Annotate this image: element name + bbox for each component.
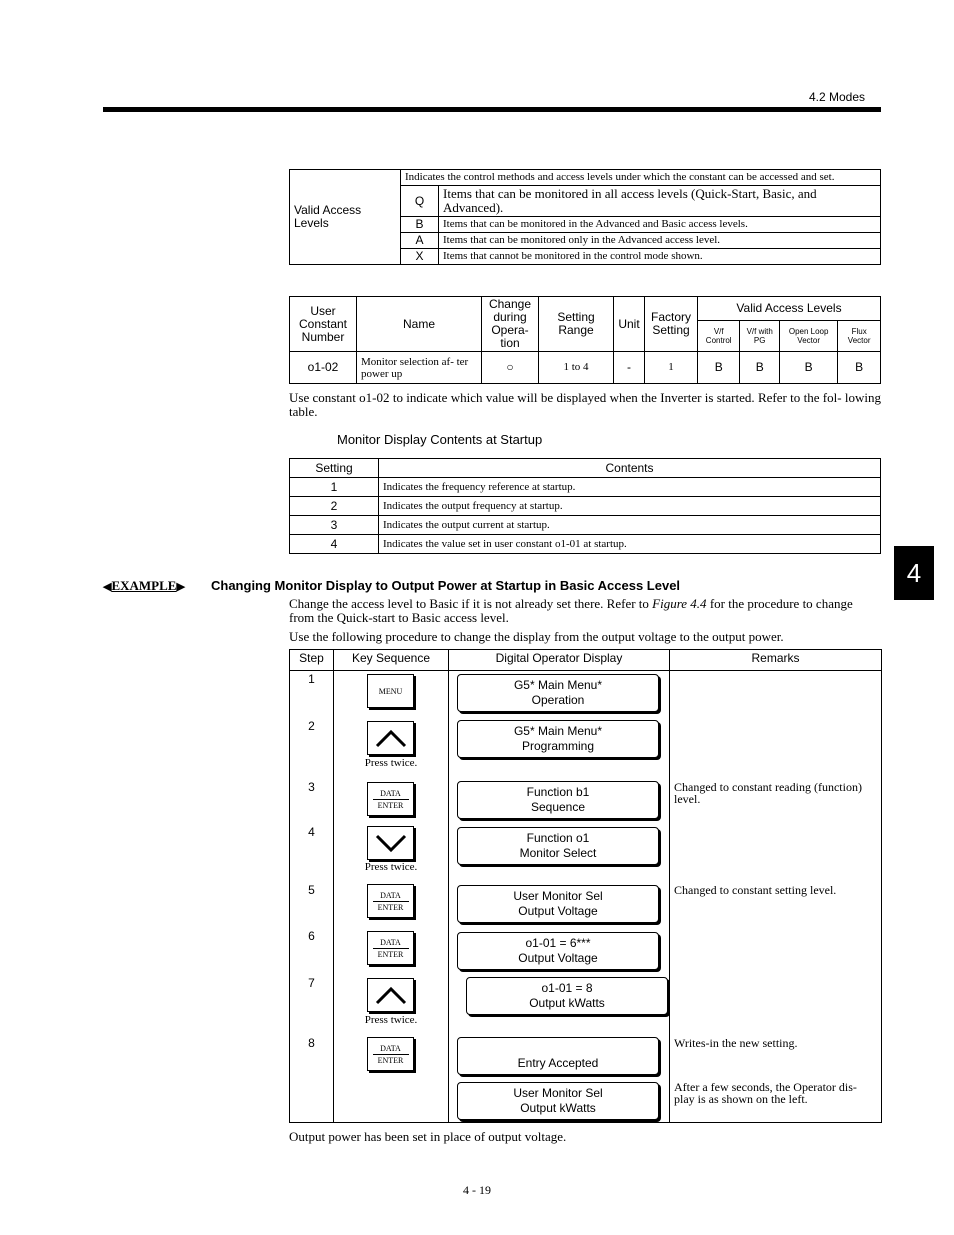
legend-label: Valid Access Levels bbox=[290, 170, 401, 265]
press-twice-note: Press twice. bbox=[364, 757, 418, 769]
left-triangle-icon: ◀ bbox=[103, 580, 112, 593]
display-line-2: Programming bbox=[521, 739, 595, 753]
step-number: 4 bbox=[308, 825, 315, 839]
setting-contents: Indicates the output current at startup. bbox=[379, 516, 881, 535]
header-remarks: Remarks bbox=[751, 651, 800, 665]
operator-display bbox=[457, 1082, 659, 1120]
operator-display bbox=[457, 781, 659, 819]
display-line-2: Output Voltage bbox=[518, 904, 598, 918]
display-line-1: o1-01 = 8 bbox=[541, 981, 593, 995]
remark-final: After a few seconds, the Operator dis- play is as shown on the left. bbox=[674, 1080, 857, 1106]
data-enter-key[interactable] bbox=[367, 931, 414, 965]
key-divider bbox=[373, 799, 409, 800]
table-row bbox=[290, 516, 881, 535]
setting-value: 1 bbox=[290, 478, 379, 497]
example-title: Changing Monitor Display to Output Power at Startup in Basic Access Level bbox=[211, 578, 681, 593]
display-line-1: Function b1 bbox=[526, 785, 590, 799]
menu-key[interactable] bbox=[367, 674, 414, 708]
operator-display bbox=[457, 827, 659, 865]
data-key-label: DATA bbox=[380, 937, 401, 947]
menu-key-label: MENU bbox=[378, 686, 403, 696]
intro-paragraph: Use constant o1-02 to indicate which value will be displayed when the Inverter is started. Refer to the fol- lowing table. bbox=[289, 390, 881, 419]
display-line-2: Output Voltage bbox=[518, 951, 598, 965]
remark-step-8: Writes-in the new setting. bbox=[674, 1036, 798, 1050]
table-row bbox=[290, 535, 881, 554]
header-flux-vector: Flux Vector bbox=[838, 320, 881, 351]
procedure-table bbox=[289, 649, 882, 1123]
press-twice-note: Press twice. bbox=[364, 1014, 418, 1026]
constant-unit: - bbox=[614, 352, 645, 384]
display-line-1: User Monitor Sel bbox=[513, 1086, 603, 1100]
legend-text-a: Items that can be monitored only in the Advanced access level. bbox=[439, 233, 881, 249]
display-line-2: Output kWatts bbox=[520, 1101, 596, 1115]
up-arrow-key[interactable] bbox=[367, 978, 414, 1012]
data-key-label: DATA bbox=[380, 1043, 401, 1053]
data-enter-key[interactable] bbox=[367, 782, 414, 816]
header-valid-access-levels: Valid Access Levels bbox=[698, 297, 881, 321]
step-number: 2 bbox=[308, 719, 315, 733]
access-level-legend-table bbox=[289, 169, 881, 265]
legend-code-a: A bbox=[401, 233, 439, 249]
up-arrow-key[interactable] bbox=[367, 721, 414, 755]
example-label: EXAMPLE bbox=[111, 578, 177, 593]
constant-name: Monitor selection af- ter power up bbox=[357, 352, 482, 384]
up-arrow-icon bbox=[374, 727, 408, 749]
data-key-label: DATA bbox=[380, 890, 401, 900]
step-number: 8 bbox=[308, 1036, 315, 1050]
header-open-loop-vector: Open Loop Vector bbox=[780, 320, 838, 351]
constant-factory-setting: 1 bbox=[645, 352, 698, 384]
step-number: 7 bbox=[308, 976, 315, 990]
example-paragraph-2: Use the following procedure to change the display from the output voltage to the output power. bbox=[289, 629, 784, 644]
display-line-1: G5* Main Menu* bbox=[513, 678, 603, 692]
monitor-display-table bbox=[289, 458, 881, 554]
step-number: 1 bbox=[308, 672, 315, 686]
key-divider bbox=[373, 948, 409, 949]
header-step: Step bbox=[299, 651, 324, 665]
section-header: 4.2 Modes bbox=[809, 90, 866, 104]
legend-text-b: Items that can be monitored in the Advanced and Basic access levels. bbox=[439, 217, 881, 233]
step-number: 6 bbox=[308, 929, 315, 943]
page-number: 4 - 19 bbox=[463, 1183, 491, 1197]
legend-code-x: X bbox=[401, 249, 439, 265]
display-line-2: Output kWatts bbox=[529, 996, 605, 1010]
step-number: 5 bbox=[308, 883, 315, 897]
constant-flux-vector: B bbox=[838, 352, 881, 384]
display-line-1: User Monitor Sel bbox=[513, 889, 603, 903]
press-twice-note: Press twice. bbox=[364, 861, 418, 873]
operator-display bbox=[457, 885, 659, 923]
enter-key-label: ENTER bbox=[377, 902, 404, 912]
constant-change-indicator: ○ bbox=[482, 352, 539, 384]
header-setting: Setting bbox=[290, 459, 379, 478]
header-key-sequence: Key Sequence bbox=[351, 651, 431, 665]
display-line-2: Operation bbox=[531, 693, 585, 707]
chapter-tab: 4 bbox=[894, 546, 934, 600]
data-enter-key[interactable] bbox=[367, 884, 414, 918]
header-divider bbox=[290, 670, 881, 671]
operator-display bbox=[466, 977, 668, 1015]
operator-display bbox=[457, 674, 659, 712]
up-arrow-icon bbox=[374, 984, 408, 1006]
display-line-1: o1-01 = 6*** bbox=[525, 936, 591, 950]
setting-value: 4 bbox=[290, 535, 379, 554]
enter-key-label: ENTER bbox=[377, 949, 404, 959]
data-key-label: DATA bbox=[380, 788, 401, 798]
monitor-table-caption: Monitor Display Contents at Startup bbox=[337, 432, 543, 447]
column-divider bbox=[448, 650, 449, 1122]
operator-display bbox=[457, 932, 659, 970]
header-vf-with-pg: V/f with PG bbox=[740, 320, 780, 351]
column-divider bbox=[669, 650, 670, 1122]
right-triangle-icon: ▶ bbox=[176, 580, 185, 593]
down-arrow-icon bbox=[374, 832, 408, 854]
header-rule bbox=[103, 107, 881, 112]
enter-key-label: ENTER bbox=[377, 1055, 404, 1065]
header-contents: Contents bbox=[379, 459, 881, 478]
header-name: Name bbox=[357, 297, 482, 352]
constant-open-loop-vector: B bbox=[780, 352, 838, 384]
legend-description: Indicates the control methods and access levels under which the constant can be accessed and set. bbox=[401, 170, 881, 186]
example-paragraph-text: for the procedure to change from the Quick-start to Basic access level. bbox=[289, 596, 853, 625]
display-line-1 bbox=[556, 1041, 559, 1056]
constant-vf-with-pg: B bbox=[740, 352, 780, 384]
operator-display bbox=[457, 1037, 659, 1075]
operator-display bbox=[457, 720, 659, 758]
enter-key-label: ENTER bbox=[377, 800, 404, 810]
legend-code-q: Q bbox=[401, 186, 439, 217]
table-row bbox=[290, 497, 881, 516]
closing-text: Output power has been set in place of output voltage. bbox=[289, 1129, 567, 1144]
constant-table bbox=[289, 296, 881, 384]
display-line-2: Sequence bbox=[530, 800, 586, 814]
setting-contents: Indicates the frequency reference at startup. bbox=[379, 478, 881, 497]
key-divider bbox=[373, 901, 409, 902]
remark-step-3: Changed to constant reading (function) level. bbox=[674, 780, 862, 806]
down-arrow-key[interactable] bbox=[367, 826, 414, 860]
setting-value: 2 bbox=[290, 497, 379, 516]
example-paragraph-1 bbox=[289, 597, 881, 625]
column-divider bbox=[333, 650, 334, 1122]
header-user-constant-number: User Constant Number bbox=[290, 297, 357, 352]
table-row bbox=[290, 478, 881, 497]
display-line-1: Function o1 bbox=[526, 831, 590, 845]
header-display: Digital Operator Display bbox=[495, 651, 623, 665]
remark-step-5: Changed to constant setting level. bbox=[674, 883, 837, 897]
setting-contents: Indicates the value set in user constant o1-01 at startup. bbox=[379, 535, 881, 554]
setting-contents: Indicates the output frequency at startup. bbox=[379, 497, 881, 516]
setting-value: 3 bbox=[290, 516, 379, 535]
constant-setting-range: 1 to 4 bbox=[539, 352, 614, 384]
header-factory-setting: Factory Setting bbox=[645, 297, 698, 352]
example-paragraph-text: Change the access level to Basic if it is not already set there. Refer to bbox=[289, 596, 653, 611]
figure-reference: Figure 4.4 bbox=[652, 596, 707, 611]
data-enter-key[interactable] bbox=[367, 1037, 414, 1071]
legend-text-q: Items that can be monitored in all access levels (Quick-Start, Basic, and Advanced). bbox=[439, 186, 881, 217]
legend-text-x: Items that cannot be monitored in the control mode shown. bbox=[439, 249, 881, 265]
legend-code-b: B bbox=[401, 217, 439, 233]
header-change-during-operation: Change during Opera- tion bbox=[482, 297, 539, 352]
step-number: 3 bbox=[308, 780, 315, 794]
header-vf-control: V/f Control bbox=[698, 320, 740, 351]
constant-vf-control: B bbox=[698, 352, 740, 384]
example-marker bbox=[103, 578, 185, 594]
header-setting-range: Setting Range bbox=[539, 297, 614, 352]
header-unit: Unit bbox=[614, 297, 645, 352]
display-line-1: G5* Main Menu* bbox=[513, 724, 603, 738]
key-divider bbox=[373, 1054, 409, 1055]
constant-number: o1-02 bbox=[290, 352, 357, 384]
display-line-2: Monitor Select bbox=[519, 846, 597, 860]
display-line-2: Entry Accepted bbox=[517, 1056, 599, 1070]
